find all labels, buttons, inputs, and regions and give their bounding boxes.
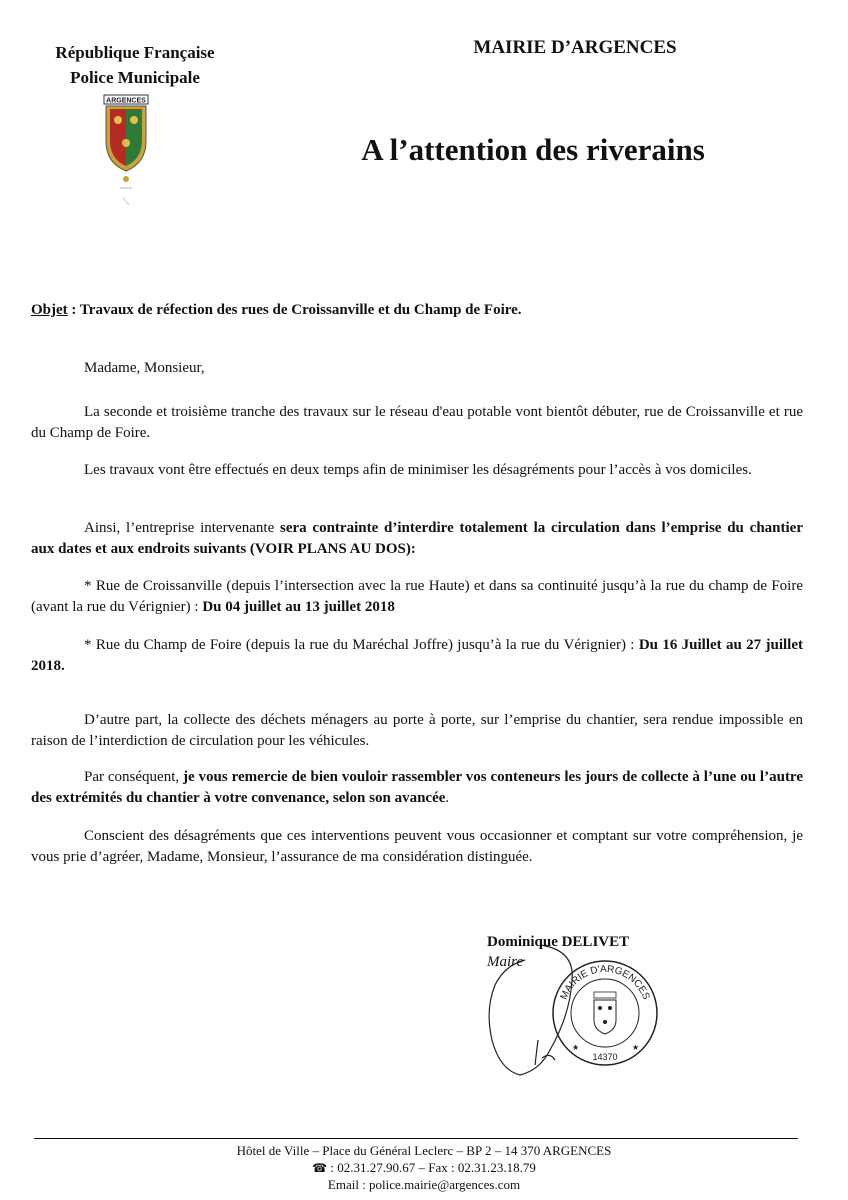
signatory-name: Dominique DELIVET [487, 934, 630, 950]
svg-text:MAIRIE D'ARGENCES: MAIRIE D'ARGENCES [558, 963, 652, 1002]
interdiction-plain: Ainsi, l’entreprise intervenante [84, 520, 280, 536]
attention-heading: A l’attention des riverains [361, 132, 705, 167]
conteneurs-plain: Par conséquent, [84, 769, 184, 785]
objet-label: Objet [31, 302, 68, 318]
signatory-title: Maire [487, 954, 524, 970]
item2-dates: Du 16 Juillet au 27 juillet 2018. [31, 637, 803, 674]
salutation: Madame, Monsieur, [84, 360, 205, 376]
svg-text:★: ★ [572, 1043, 580, 1052]
item1-dates: Du 04 juillet au 13 juillet 2018 [202, 599, 395, 615]
item2-text: * Rue du Champ de Foire (depuis la rue du Maréchal Joffre) jusqu’à la rue du Vérignier) : [84, 637, 639, 653]
svg-text:★: ★ [632, 1043, 640, 1052]
footer-phone [150, 1160, 698, 1176]
conteneurs-end: . [445, 790, 450, 806]
paragraph-deux-temps: Les travaux vont être effectués en deux temps afin de minimiser les désagréments pour l’accès à vos domiciles. [84, 462, 752, 478]
org-line-republique: République Française [55, 43, 215, 62]
org-line-police: Police Municipale [70, 68, 200, 87]
objet-text: : Travaux de réfection des rues de Croissanville et du Champ de Foire. [67, 302, 522, 318]
argences-crest-logo [103, 93, 149, 211]
mairie-stamp-seal [550, 958, 660, 1068]
paragraph-interdiction [31, 518, 803, 560]
list-item-champ-de-foire [31, 635, 803, 677]
telephone-icon: ☎ [312, 1161, 328, 1175]
header-organisation [20, 40, 250, 90]
interdiction-bold: sera contrainte d’interdire totalement la circulation dans l’emprise du chantier aux dates et aux endroits suivants (VOIR PLANS AU DOS): [31, 520, 803, 557]
list-item-croissanville [31, 576, 803, 618]
svg-text:14370: 14370 [592, 1052, 618, 1062]
conteneurs-bold: je vous remercie de bien vouloir rassembler vos conteneurs les jours de collecte à l’une ou l’autre des extrémités du chantier à votre convenance, selon son avancée [31, 769, 803, 806]
footer-divider [34, 1138, 798, 1139]
paragraph-collecte: D’autre part, la collecte des déchets ménagers au porte à porte, sur l’emprise du chantier, sera rendue impossible en raison de l’interdiction de circulation pour les véhicules. [31, 712, 803, 749]
paragraph-conteneurs [31, 767, 803, 809]
paragraph-conclusion: Conscient des désagréments que ces interventions peuvent vous occasionner et comptant sur votre compréhension, je vous prie d’agréer, Madame, Monsieur, l’assurance de ma considération distinguée. [31, 828, 803, 865]
footer-email: Email : police.mairie@argences.com [327, 1177, 521, 1192]
mairie-title: MAIRIE D’ARGENCES [473, 37, 677, 58]
paragraph-travaux: La seconde et troisième tranche des travaux sur le réseau d'eau potable vont bientôt débuter, rue de Croissanville et rue du Champ de Foire. [31, 404, 803, 441]
footer-address: Hôtel de Ville – Place du Général Leclerc – BP 2 – 14 370 ARGENCES [236, 1143, 612, 1158]
footer-phone-text: : 02.31.27.90.67 – Fax : 02.31.23.18.79 [327, 1160, 536, 1175]
svg-text:ARGENCES: ARGENCES [106, 97, 146, 105]
item1-text: * Rue de Croissanville (depuis l’intersection avec la rue Haute) et dans sa continuité jusqu’à la rue du champ de Foire (avant la rue du Vérignier) : [31, 578, 803, 615]
objet-line [31, 300, 803, 321]
